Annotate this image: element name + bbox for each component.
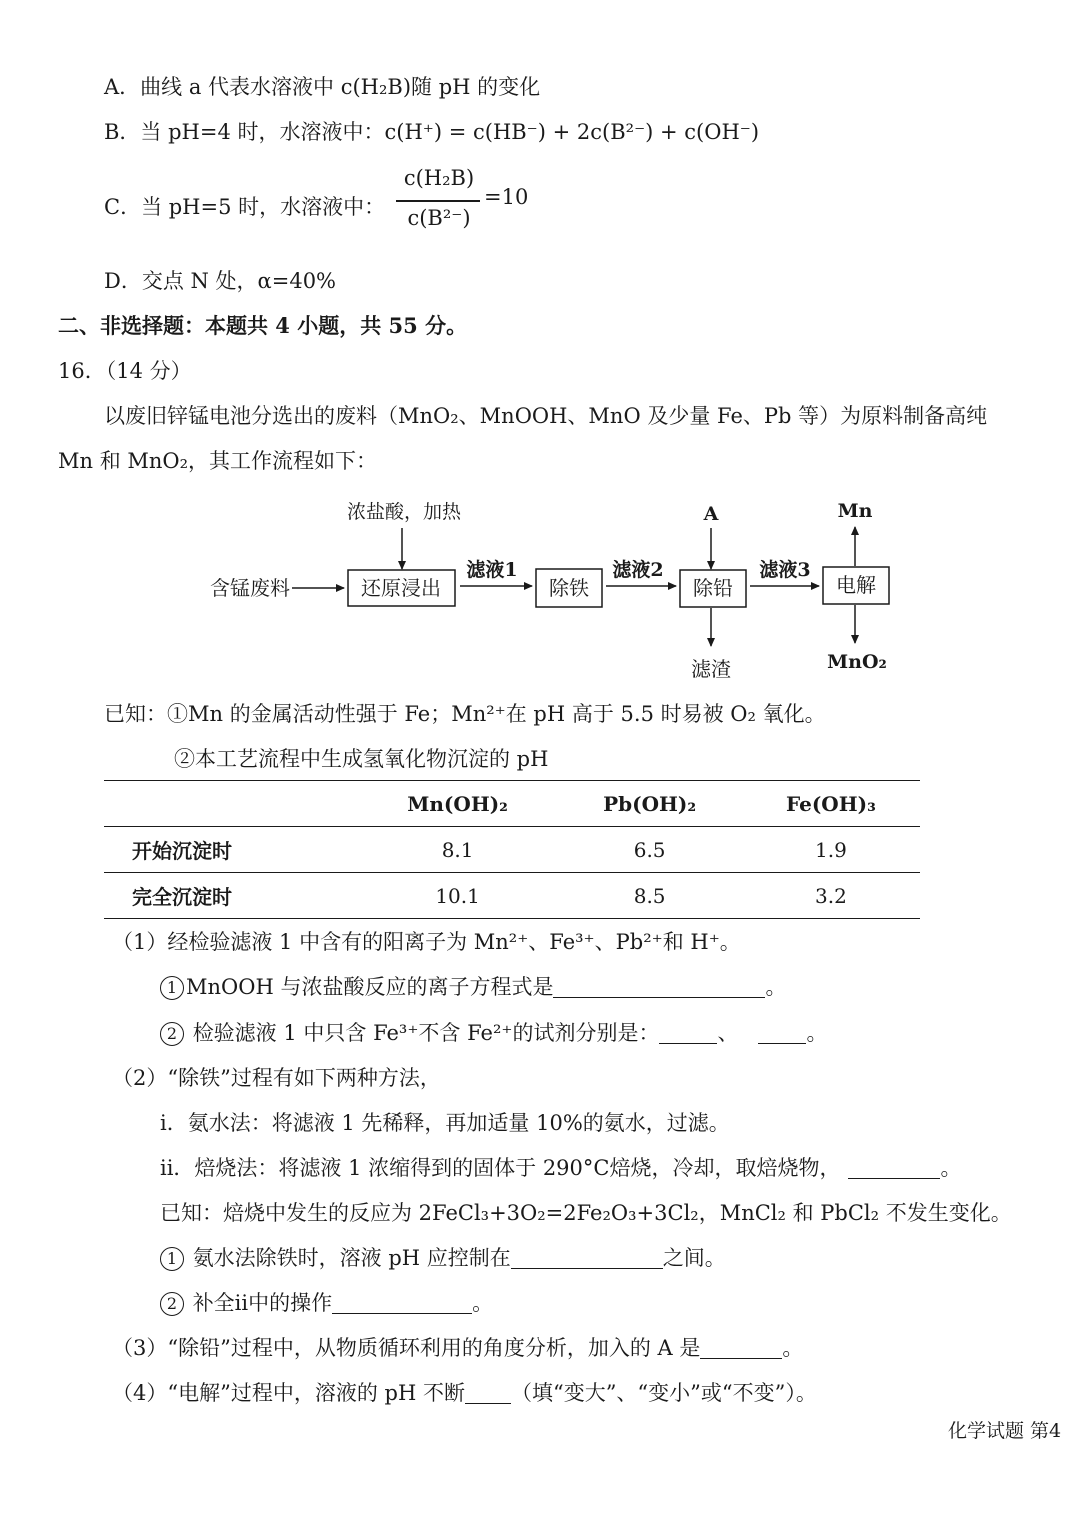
- option-b: B．当 pH=4 时，水溶液中：c(H⁺) = c(HB⁻) + 2c(B²⁻) + c(OH⁻): [104, 120, 760, 144]
- section-heading: 二、非选择题：本题共 4 小题，共 55 分。: [58, 313, 468, 338]
- circled-number-2: 2: [160, 1292, 184, 1316]
- part-3-end: 。: [782, 1336, 804, 1360]
- table-cell: 8.1: [358, 827, 558, 873]
- table-cell: 10.1: [358, 873, 558, 919]
- answer-blank-operation[interactable]: [332, 1291, 472, 1314]
- fraction-bar: [396, 200, 480, 202]
- table-header-pboh2: Pb(OH)₂: [557, 781, 741, 827]
- table-header-blank: [104, 781, 358, 827]
- flow-reagent-hcl: 浓盐酸，加热: [346, 501, 462, 523]
- table-row-label: 完全沉淀时: [104, 873, 358, 919]
- table-row: [104, 873, 920, 919]
- fraction-numerator: c(H₂B): [403, 166, 475, 190]
- flow-box-reductive-leaching-label: 还原浸出: [361, 576, 441, 600]
- part-1-1-end: 。: [765, 975, 787, 999]
- flow-filtrate-2: 滤液2: [612, 559, 664, 581]
- known-1: 已知：①Mn 的金属活动性强于 Fe；Mn²⁺在 pH 高于 5.5 时易被 O₂ 氧化。: [104, 702, 826, 726]
- part-2-i: i．氨水法：将滤液 1 先稀释，再加适量 10%的氨水，过滤。: [160, 1111, 730, 1135]
- part-1-2: [160, 1018, 827, 1048]
- circled-number-1: 1: [160, 1247, 184, 1271]
- part-2-2: [160, 1288, 493, 1318]
- answer-blank-ph-range[interactable]: [511, 1246, 663, 1269]
- answer-blank-ph-change[interactable]: [465, 1381, 511, 1404]
- option-d: D．交点 N 处，α=40%: [104, 269, 337, 293]
- part-2-1-end: 之间。: [662, 1246, 726, 1270]
- part-2-2-end: 。: [472, 1291, 494, 1315]
- table-cell: 3.2: [742, 873, 920, 919]
- answer-blank-ion-equation[interactable]: [553, 975, 765, 998]
- flow-filtrate-3: 滤液3: [759, 559, 811, 581]
- table-cell: 8.5: [557, 873, 741, 919]
- table-row: [104, 827, 920, 873]
- question-number: 16．（14 分）: [58, 359, 192, 383]
- part-4: [112, 1378, 817, 1408]
- flow-box-iron-removal-label: 除铁: [549, 576, 589, 600]
- flow-residue-label: 滤渣: [691, 657, 731, 681]
- part-2: （2）“除铁”过程有如下两种方法，: [112, 1066, 441, 1090]
- table-header-feoh3: Fe(OH)₃: [742, 781, 920, 827]
- table-cell: 1.9: [742, 827, 920, 873]
- part-3: [112, 1333, 803, 1363]
- circled-number-2: 2: [160, 1022, 184, 1046]
- table-header-row: [104, 781, 920, 827]
- part-2-2-text: 补全ii中的操作: [192, 1291, 333, 1315]
- flow-output-mn: Mn: [837, 500, 873, 522]
- process-flow-diagram: [0, 490, 1080, 690]
- option-a: A．曲线 a 代表水溶液中 c(H₂B)随 pH 的变化: [104, 75, 541, 99]
- part-2-1: [160, 1243, 726, 1273]
- flow-filtrate-1: 滤液1: [466, 559, 518, 581]
- flow-reagent-a: A: [703, 503, 719, 525]
- answer-blank-substance-a[interactable]: [700, 1336, 782, 1359]
- part-2-1-text: 氨水法除铁时，溶液 pH 应控制在: [192, 1246, 511, 1270]
- part-1-1-text: MnOOH 与浓盐酸反应的离子方程式是: [186, 975, 554, 999]
- question-intro-line-2: Mn 和 MnO₂，其工作流程如下：: [58, 449, 378, 473]
- page-footer: 化学试题 第4: [948, 1420, 1062, 1442]
- answer-blank-roasting[interactable]: [848, 1156, 940, 1179]
- table-row-label: 开始沉淀时: [104, 827, 358, 873]
- answer-blank-reagent-1[interactable]: [659, 1021, 717, 1044]
- table-header-mnoh2: Mn(OH)₂: [358, 781, 558, 827]
- circled-number-1: 1: [160, 976, 184, 1000]
- part-1-1: [160, 972, 786, 1002]
- part-1-2-text: 检验滤液 1 中只含 Fe³⁺不含 Fe²⁺的试剂分别是：: [192, 1021, 660, 1045]
- part-2-ii: [160, 1153, 961, 1183]
- precipitation-ph-table: [104, 780, 920, 919]
- answer-blank-reagent-2[interactable]: [758, 1021, 806, 1044]
- flow-input-label: 含锰废料: [210, 576, 290, 600]
- part-2-ii-text: ii．焙烧法：将滤液 1 浓缩得到的固体于 290°C焙烧，冷却，取焙烧物，: [160, 1156, 841, 1180]
- part-1-2-end: 。: [806, 1021, 828, 1045]
- fraction-denominator: c(B²⁻): [407, 206, 471, 230]
- part-3-text: （3）“除铅”过程中，从物质循环利用的角度分析，加入的 A 是: [112, 1336, 701, 1360]
- flow-box-lead-removal-label: 除铅: [693, 576, 733, 600]
- question-intro-line-1: 以废旧锌锰电池分选出的废料（MnO₂、MnOOH、MnO 及少量 Fe、Pb 等）为原料制备高纯: [104, 404, 988, 428]
- fraction-equals: =10: [484, 185, 529, 209]
- part-4-end: （填“变大”、“变小”或“不变”）。: [510, 1381, 817, 1405]
- part-1: （1）经检验滤液 1 中含有的阳离子为 Mn²⁺、Fe³⁺、Pb²⁺和 H⁺。: [112, 930, 741, 954]
- known-2: ②本工艺流程中生成氢氧化物沉淀的 pH: [174, 747, 549, 771]
- part-2-known: 已知：焙烧中发生的反应为 2FeCl₃+3O₂=2Fe₂O₃+3Cl₂，MnCl₂ 和 PbCl₂ 不发生变化。: [160, 1201, 1012, 1225]
- part-1-2-sep: 、: [717, 1021, 739, 1045]
- part-4-text: （4）“电解”过程中，溶液的 pH 不断: [112, 1381, 465, 1405]
- table-cell: 6.5: [557, 827, 741, 873]
- flow-output-mno2: MnO₂: [827, 651, 887, 673]
- option-c-prefix: C．当 pH=5 时，水溶液中：: [104, 195, 386, 219]
- flow-box-electrolysis-label: 电解: [836, 573, 876, 597]
- part-2-ii-end: 。: [940, 1156, 962, 1180]
